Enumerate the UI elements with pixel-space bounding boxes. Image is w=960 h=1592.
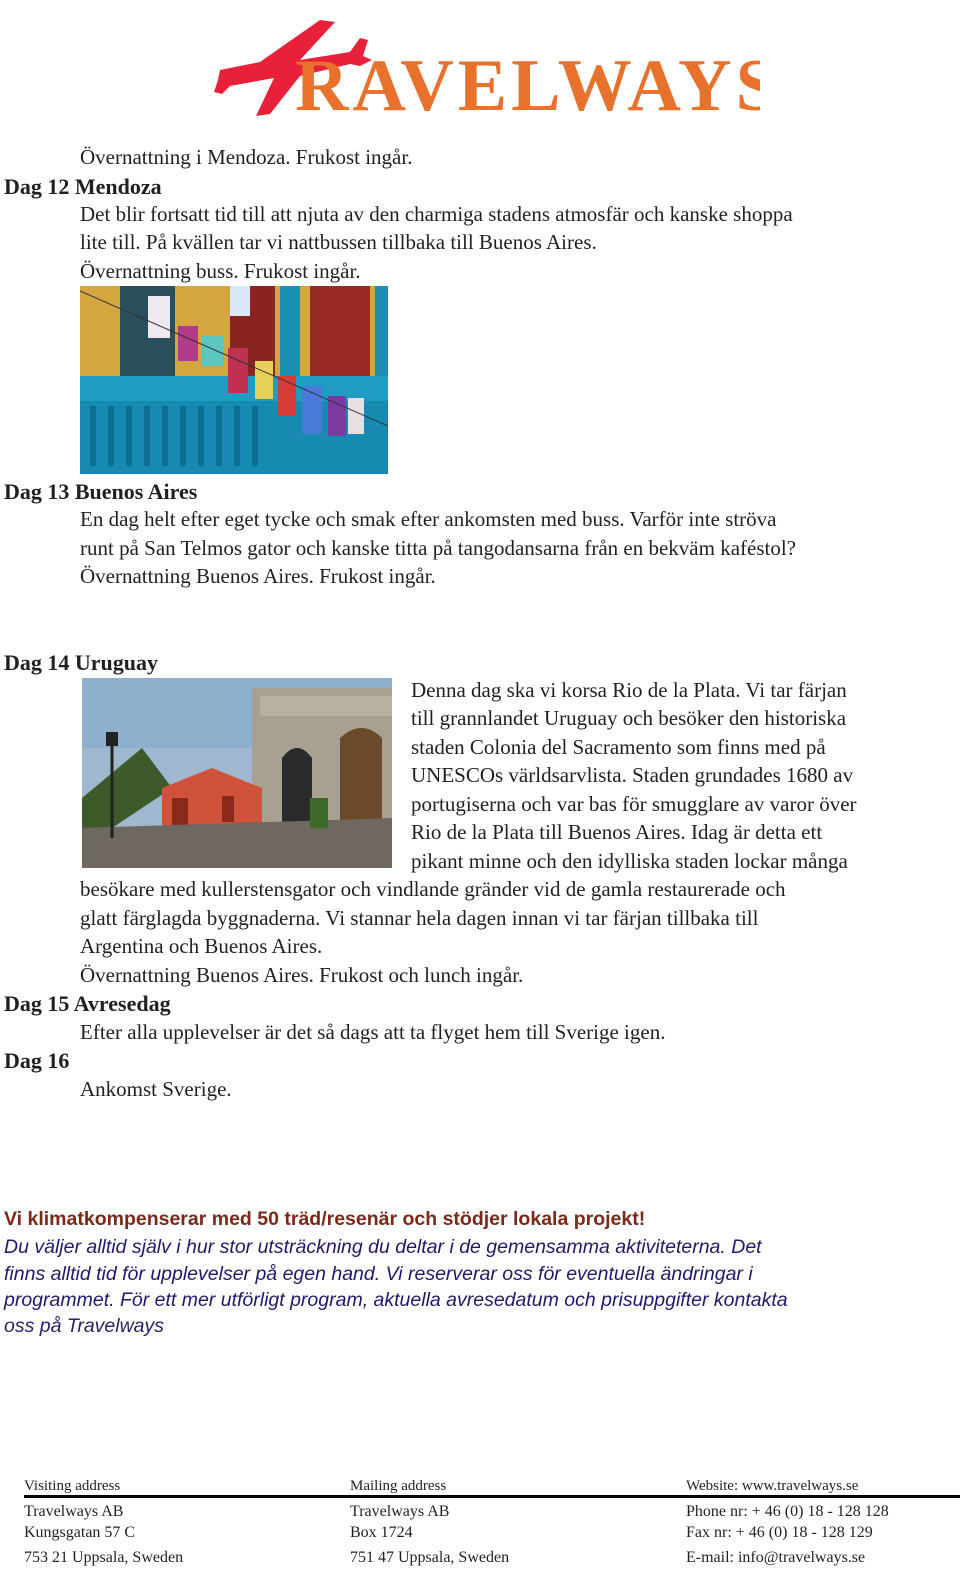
footer-email: E-mail: info@travelways.se bbox=[686, 1549, 866, 1566]
climate-headline: Vi klimatkompenserar med 50 träd/resenär och stödjer lokala projekt! bbox=[4, 1208, 646, 1230]
footer-visiting-line-2: Kungsgatan 57 C bbox=[24, 1524, 136, 1541]
day-16-title: Dag 16 bbox=[4, 1048, 70, 1073]
notice-line-1: Du väljer alltid själv i hur stor utsträckning du deltar i de gemensamma aktiviteterna. Det bbox=[4, 1236, 762, 1258]
day-15-text-1: Efter alla upplevelser är det så dags att ta flyget hem till Sverige igen. bbox=[80, 1020, 666, 1044]
overnight-mendoza: Övernattning i Mendoza. Frukost ingår. bbox=[80, 145, 413, 169]
day-14-text-11: Övernattning Buenos Aires. Frukost och lunch ingår. bbox=[80, 963, 524, 987]
day-14-text-4: UNESCOs världsarvlista. Staden grundades 1680 av bbox=[411, 763, 854, 787]
footer-website: Website: www.travelways.se bbox=[686, 1478, 859, 1494]
day-14-text-1: Denna dag ska vi korsa Rio de la Plata. Vi tar färjan bbox=[411, 678, 847, 702]
travelways-logo bbox=[200, 10, 760, 122]
day-13-title: Dag 13 Buenos Aires bbox=[4, 479, 198, 504]
footer-visiting-head: Visiting address bbox=[24, 1478, 121, 1494]
day-16-text-1: Ankomst Sverige. bbox=[80, 1077, 232, 1101]
day-12-text-3: Övernattning buss. Frukost ingår. bbox=[80, 259, 361, 283]
footer-mailing-line-3: 751 47 Uppsala, Sweden bbox=[350, 1549, 510, 1566]
footer-mailing-head: Mailing address bbox=[350, 1478, 447, 1494]
day-14-text-5: portugiserna och var bas för smugglare av varor över bbox=[411, 792, 857, 816]
day-14-text-10: Argentina och Buenos Aires. bbox=[80, 934, 323, 958]
balcony-photo bbox=[80, 286, 388, 474]
day-12-text-2: lite till. På kvällen tar vi nattbussen tillbaka till Buenos Aires. bbox=[80, 230, 597, 254]
day-13-text-3: Övernattning Buenos Aires. Frukost ingår. bbox=[80, 564, 436, 588]
day-13-text-2: runt på San Telmos gator och kanske titta på tangodansarna från en bekväm kaféstol? bbox=[80, 536, 796, 560]
day-14-text-7: pikant minne och den idylliska staden lockar många bbox=[411, 849, 848, 873]
day-14-text-8: besökare med kullerstensgator och vindlande gränder vid de gamla restaurerade och bbox=[80, 877, 786, 901]
footer-visiting-line-3: 753 21 Uppsala, Sweden bbox=[24, 1549, 184, 1566]
footer-visiting-line-1: Travelways AB bbox=[24, 1503, 124, 1520]
notice-line-4: oss på Travelways bbox=[4, 1315, 165, 1337]
notice-line-2: finns alltid tid för upplevelser på egen hand. Vi reserverar oss för eventuella ändringar i bbox=[4, 1263, 753, 1285]
day-14-text-9: glatt färglagda byggnaderna. Vi stannar hela dagen innan vi tar färjan tillbaka till bbox=[80, 906, 759, 930]
footer-mailing-line-2: Box 1724 bbox=[350, 1524, 413, 1541]
day-12-text-1: Det blir fortsatt tid till att njuta av den charmiga stadens atmosfär och kanske shoppa bbox=[80, 202, 793, 226]
day-14-title: Dag 14 Uruguay bbox=[4, 650, 159, 675]
day-14-text-6: Rio de la Plata till Buenos Aires. Idag är detta ett bbox=[411, 820, 823, 844]
footer-mailing-line-1: Travelways AB bbox=[350, 1503, 450, 1520]
day-13-text-1: En dag helt efter eget tycke och smak efter ankomsten med buss. Varför inte ströva bbox=[80, 507, 777, 531]
day-14-text-2: till grannlandet Uruguay och besöker den historiska bbox=[411, 706, 847, 730]
svg-text:RAVELWAYS: RAVELWAYS bbox=[295, 45, 760, 122]
day-15-title: Dag 15 Avresedag bbox=[4, 991, 171, 1016]
footer-phone: Phone nr: + 46 (0) 18 - 128 128 bbox=[686, 1503, 889, 1520]
footer-divider bbox=[24, 1495, 960, 1498]
day-12-title: Dag 12 Mendoza bbox=[4, 174, 162, 199]
notice-line-3: programmet. För ett mer utförligt program, aktuella avresedatum och prisuppgifter kontakta bbox=[4, 1289, 788, 1311]
airplane-icon bbox=[200, 10, 760, 122]
day-14-text-3: staden Colonia del Sacramento som finns med på bbox=[411, 735, 826, 759]
footer-fax: Fax nr: + 46 (0) 18 - 128 129 bbox=[686, 1524, 873, 1541]
colonia-photo bbox=[82, 678, 392, 868]
